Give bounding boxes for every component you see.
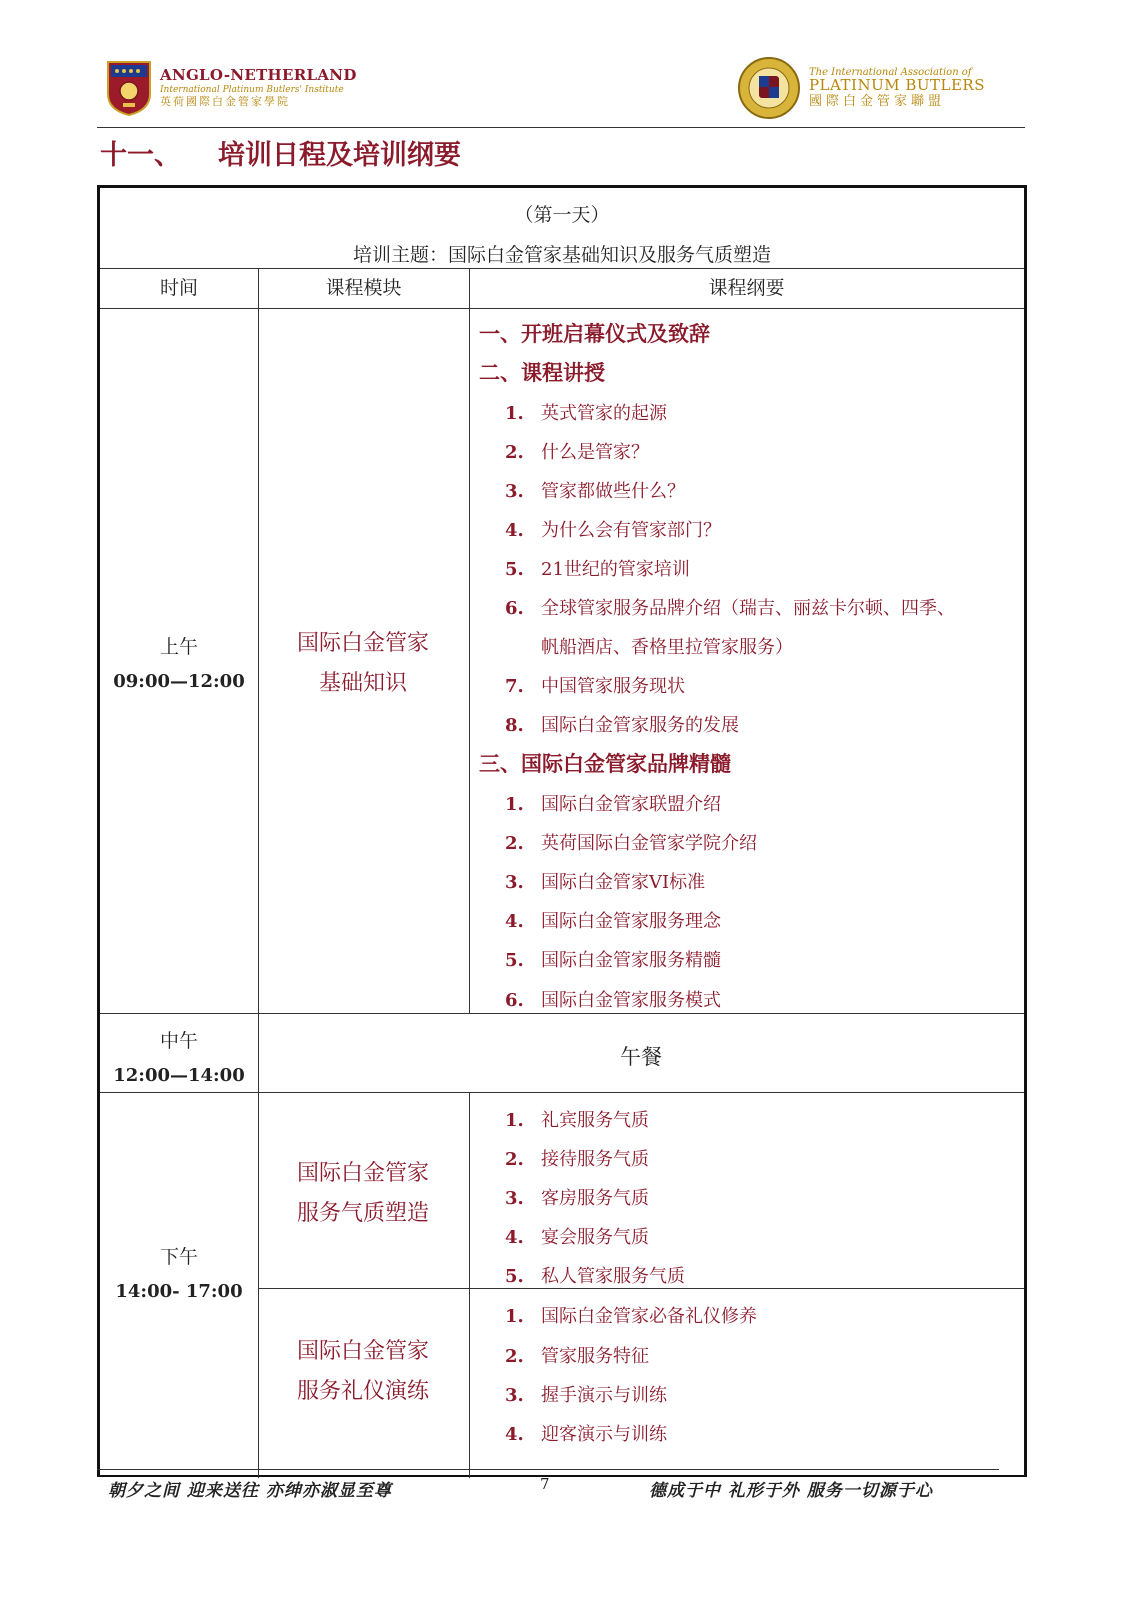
crest-icon [106,60,152,116]
column-header-outline: 课程纲要 [469,268,1024,309]
list-item: 3. 客房服务气质 [505,1188,649,1209]
list-item: 5. 21世纪的管家培训 [505,559,690,580]
list-item: 1. 国际白金管家必备礼仪修养 [505,1306,757,1327]
afternoon-time: 14:00- 17:00 [115,1281,243,1302]
list-item: 4. 迎客演示与训练 [505,1424,667,1445]
afternoon-period: 下午 [159,1246,198,1268]
afternoon-time-cell [100,1242,258,1302]
seal-icon [737,56,801,120]
list-item: 1. 英式管家的起源 [505,403,667,424]
divider [469,1092,470,1478]
morning-period: 上午 [159,636,198,658]
list-item: 1. 国际白金管家联盟介绍 [505,794,721,815]
afternoon-module-line: 国际白金管家 [296,1339,429,1364]
footer-divider [97,1469,999,1470]
list-item: 5. 国际白金管家服务精髓 [505,950,721,971]
list-item: 3. 国际白金管家VI标准 [505,872,706,893]
list-item: 2. 英荷国际白金管家学院介绍 [505,833,757,854]
divider [100,1013,1024,1014]
footer-motto-right: 德成于中 礼形于外 服务一切源于心 [649,1481,933,1501]
morning-module-line: 国际白金管家 [296,631,429,656]
morning-module [258,624,468,704]
column-header-time: 时间 [100,268,258,309]
theme-label: 培训主题：国际白金管家基础知识及服务气质塑造 [352,244,771,266]
afternoon-module-line: 服务气质塑造 [296,1201,429,1226]
outline-heading: 二、课程讲授 [479,360,605,385]
day-label: （第一天） [514,204,610,226]
noon-time: 12:00—14:00 [113,1065,245,1086]
institute-name-cn: 英荷國際白金管家學院 [160,95,290,109]
lunch-label: 午餐 [620,1045,662,1069]
list-item: 4. 为什么会有管家部门？ [505,520,721,541]
afternoon-module-line: 国际白金管家 [296,1161,429,1186]
divider [469,268,470,1014]
list-item: 6. 国际白金管家服务模式 [505,990,721,1011]
institute-subtitle: International Platinum Butlers' Institute [160,84,344,95]
institute-logo [106,58,357,118]
noon-time-cell [100,1026,258,1086]
list-item: 2. 什么是管家？ [505,442,649,463]
list-item: 8. 国际白金管家服务的发展 [505,715,739,736]
list-item: 7. 中国管家服务现状 [505,676,685,697]
list-item-continuation: 帆船酒店、香格里拉管家服务） [541,637,793,658]
footer-motto-left: 朝夕之间 迎来送往 亦绅亦淑显至尊 [108,1481,392,1501]
noon-period: 中午 [159,1030,198,1052]
list-item: 5. 私人管家服务气质 [505,1266,685,1287]
page-number: 7 [540,1475,550,1493]
divider [100,1092,1024,1093]
morning-time: 09:00—12:00 [113,671,245,692]
header-divider [97,127,1025,128]
divider [258,1288,1024,1289]
outline-heading: 一、开班启幕仪式及致辞 [479,321,710,346]
association-name-cn: 國際白金管家聯盟 [808,93,945,109]
morning-time-cell [100,632,258,692]
list-item: 4. 国际白金管家服务理念 [505,911,721,932]
institute-name-en: ANGLO-NETHERLAND [160,66,357,85]
association-prefix: The International Association of [808,66,972,78]
list-item: 2. 管家服务特征 [505,1346,649,1367]
column-header-module: 课程模块 [258,268,469,309]
schedule-table [97,185,1027,1477]
section-heading: 培训日程及培训纲要 [218,140,461,171]
list-item: 4. 宴会服务气质 [505,1227,649,1248]
list-item: 3. 管家都做些什么？ [505,481,685,502]
list-item: 6. 全球管家服务品牌介绍（瑞吉、丽兹卡尔顿、四季、 [505,598,955,619]
list-item: 1. 礼宾服务气质 [505,1110,649,1131]
table-title-row [100,188,1024,269]
section-number: 十一、 [100,140,181,171]
list-item: 2. 接待服务气质 [505,1149,649,1170]
morning-module-line: 基础知识 [318,671,407,696]
association-name-en: PLATINUM BUTLERS [808,76,985,95]
afternoon-module-1 [258,1154,468,1234]
afternoon-module-line: 服务礼仪演练 [296,1379,429,1404]
outline-heading: 三、国际白金管家品牌精髓 [479,751,731,776]
list-item: 3. 握手演示与训练 [505,1385,667,1406]
association-logo [737,55,985,121]
afternoon-module-2 [258,1332,468,1412]
section-title [100,133,461,172]
